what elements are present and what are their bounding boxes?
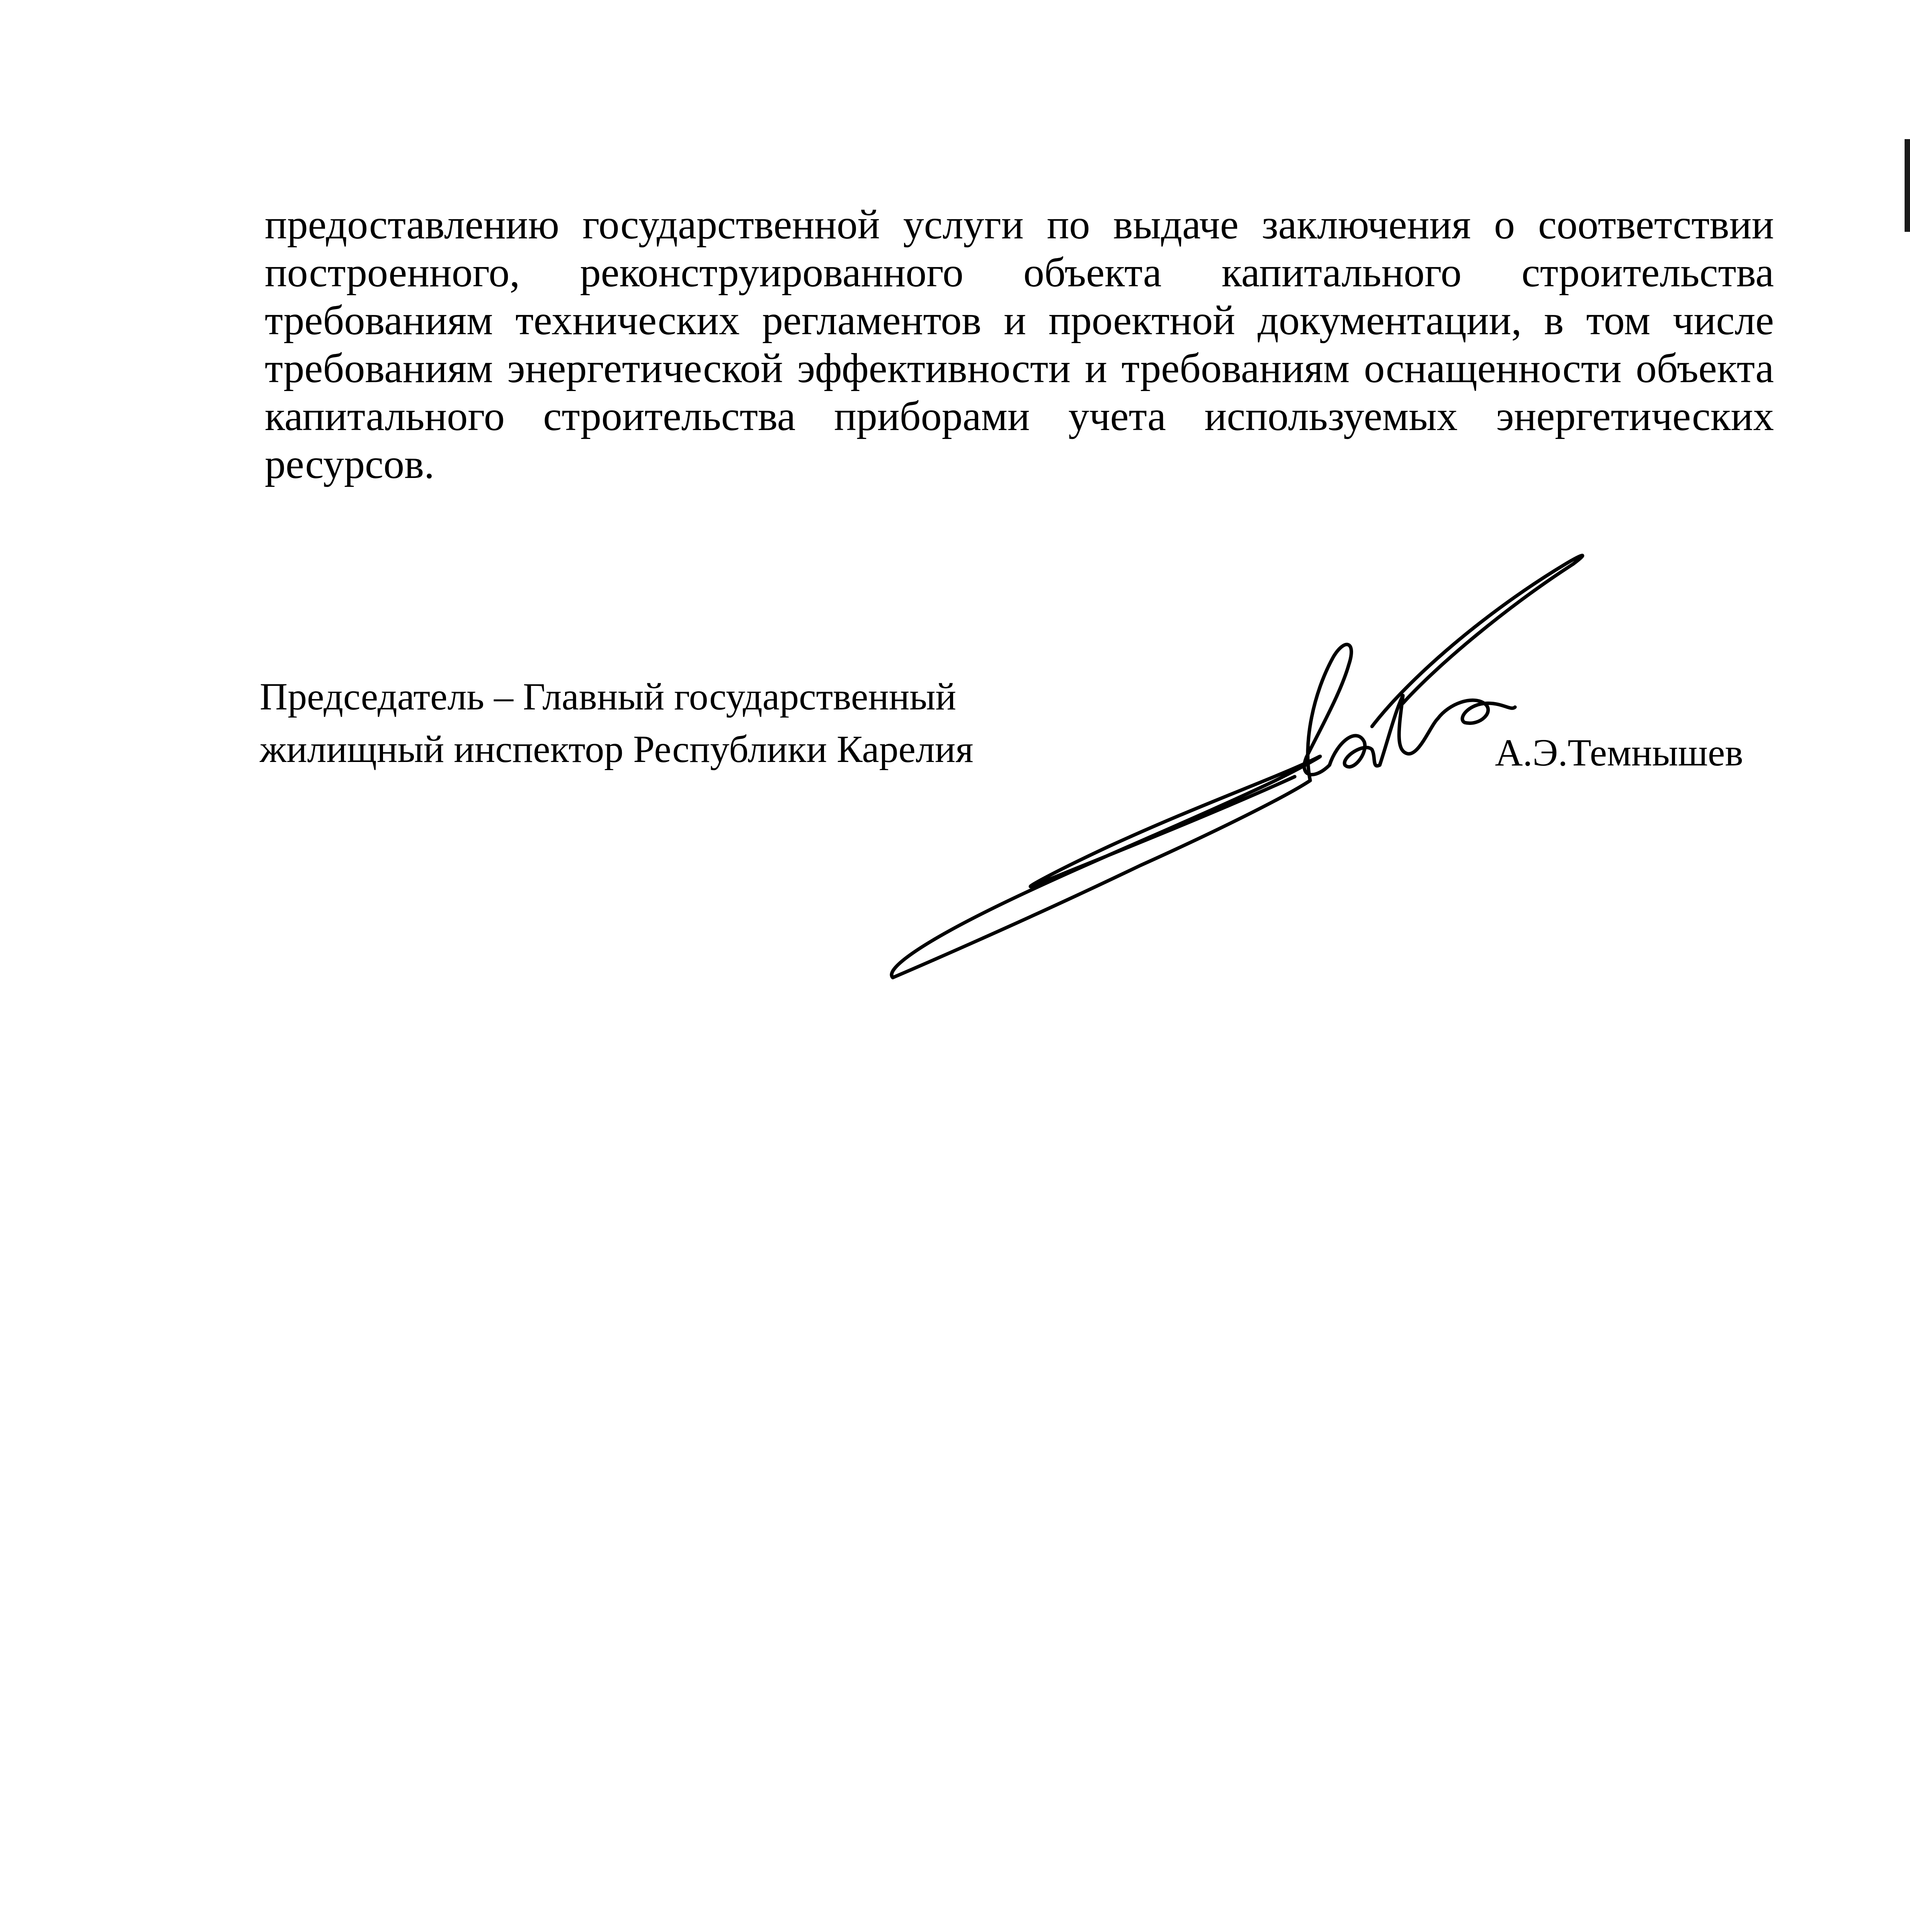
scan-edge-mark <box>1905 139 1910 232</box>
handwritten-signature-icon <box>870 510 1604 993</box>
body-paragraph <box>265 201 1774 488</box>
paragraph-line: требованиям энергетической эффективности и требованиям оснащенности объекта <box>265 345 1774 391</box>
paragraph-line: построенного, реконструированного объекта капитального строительства <box>265 250 1774 296</box>
position-line: Председатель – Главный государственный <box>260 675 957 718</box>
paragraph-line: ресурсов. <box>265 441 435 487</box>
position-line: жилищный инспектор Республики Карелия <box>260 728 974 770</box>
signer-position-title <box>260 670 973 776</box>
paragraph-line: капитального строительства приборами учета используемых энергетических <box>265 393 1774 439</box>
paragraph-line: предоставлению государственной услуги по выдаче заключения о соответствии <box>265 202 1774 248</box>
signer-name: А.Э.Темнышев <box>1495 731 1743 774</box>
paragraph-line: требованиям технических регламентов и проектной документации, в том числе <box>265 298 1774 344</box>
